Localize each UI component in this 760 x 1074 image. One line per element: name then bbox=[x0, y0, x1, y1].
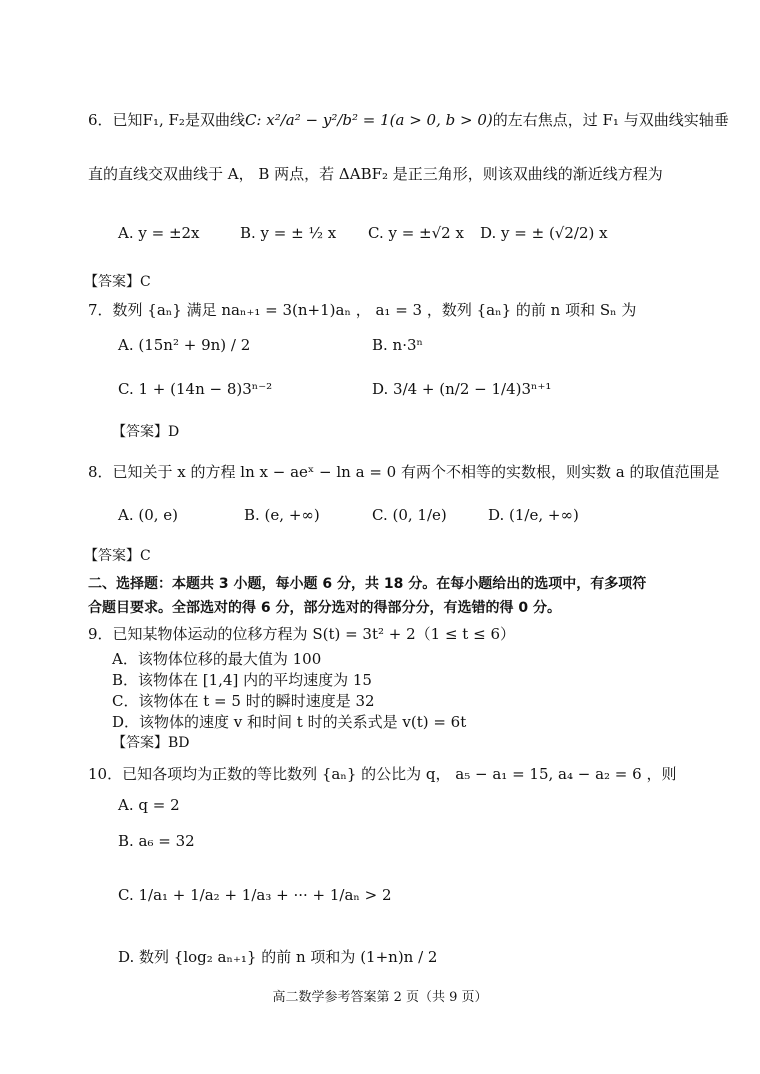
q9-answer: 【答案】BD bbox=[112, 735, 190, 751]
q7-option-b: B. n·3ⁿ bbox=[372, 336, 424, 354]
q6-foci: F₁, F₂ bbox=[142, 111, 185, 129]
q9-option-c: C．该物体在 t = 5 时的瞬时速度是 32 bbox=[112, 692, 375, 710]
q9-option-d: D．该物体的速度 v 和时间 t 时的关系式是 v(t) = 6t bbox=[112, 713, 467, 731]
q7-option-c: C. 1 + (14n − 8)3ⁿ⁻² bbox=[118, 380, 273, 398]
q10-option-a: A. q = 2 bbox=[118, 796, 180, 814]
q8-answer: 【答案】C bbox=[84, 548, 151, 564]
q6-answer: 【答案】C bbox=[84, 274, 151, 290]
q6-equation: C: x²/a² − y²/b² = 1(a > 0, b > 0) bbox=[244, 111, 493, 129]
q6-line1-mid: 是双曲线 bbox=[184, 111, 245, 129]
q7-stem: 7．数列 {aₙ} 满足 naₙ₊₁ = 3(n+1)aₙ ， a₁ = 3 ，数列 {aₙ} 的前 n 项和 Sₙ 为 bbox=[88, 301, 637, 319]
q10-option-c: C. 1/a₁ + 1/a₂ + 1/a₃ + ··· + 1/aₙ > 2 bbox=[118, 886, 392, 904]
q6-line2: 直的直线交双曲线于 A， B 两点，若 ΔABF₂ 是正三角形，则该双曲线的渐近线方程为 bbox=[88, 165, 663, 183]
q6-option-b: B. y = ± ½ x bbox=[240, 224, 337, 242]
q10-option-d: D. 数列 {log₂ aₙ₊₁} 的前 n 项和为 (1+n)n / 2 bbox=[118, 948, 438, 966]
q8-option-b: B. (e, +∞) bbox=[244, 506, 320, 524]
q9-option-a: A．该物体位移的最大值为 100 bbox=[112, 650, 322, 668]
q7-option-d: D. 3/4 + (n/2 − 1/4)3ⁿ⁺¹ bbox=[372, 380, 552, 398]
q6-option-d: D. y = ± (√2/2) x bbox=[480, 224, 608, 242]
q10-option-b: B. a₆ = 32 bbox=[118, 832, 195, 850]
q7-answer: 【答案】D bbox=[112, 424, 180, 440]
q6-option-a: A. y = ±2x bbox=[118, 224, 200, 242]
q10-stem: 10．已知各项均为正数的等比数列 {aₙ} 的公比为 q， a₅ − a₁ = 15, a₄ − a₂ = 6 ，则 bbox=[88, 765, 677, 783]
q9-stem: 9．已知某物体运动的位移方程为 S(t) = 3t² + 2（1 ≤ t ≤ 6） bbox=[88, 625, 515, 643]
q8-option-c: C. (0, 1/e) bbox=[372, 506, 447, 524]
page-footer: 高二数学参考答案第 2 页（共 9 页） bbox=[272, 990, 488, 1005]
q8-stem: 8．已知关于 x 的方程 ln x − aeˣ − ln a = 0 有两个不相等的实数根，则实数 a 的取值范围是 bbox=[88, 463, 720, 481]
q6-option-c: C. y = ±√2 x bbox=[368, 224, 464, 242]
section2-heading-line2: 合题目要求。全部选对的得 6 分，部分选对的得部分分，有选错的得 0 分。 bbox=[88, 600, 561, 616]
q6-line1 bbox=[88, 110, 729, 130]
q8-option-a: A. (0, e) bbox=[118, 506, 179, 524]
q6-line1-suffix: 的左右焦点，过 F₁ 与双曲线实轴垂 bbox=[492, 111, 729, 129]
q8-option-d: D. (1/e, +∞) bbox=[488, 506, 579, 524]
q9-option-b: B．该物体在 [1,4] 内的平均速度为 15 bbox=[112, 671, 372, 689]
q7-option-a: A. (15n² + 9n) / 2 bbox=[118, 336, 251, 354]
section2-heading-line1: 二、选择题：本题共 3 小题，每小题 6 分，共 18 分。在每小题给出的选项中，有多项符 bbox=[88, 576, 647, 592]
q6-line1-prefix: 6．已知 bbox=[88, 111, 143, 129]
